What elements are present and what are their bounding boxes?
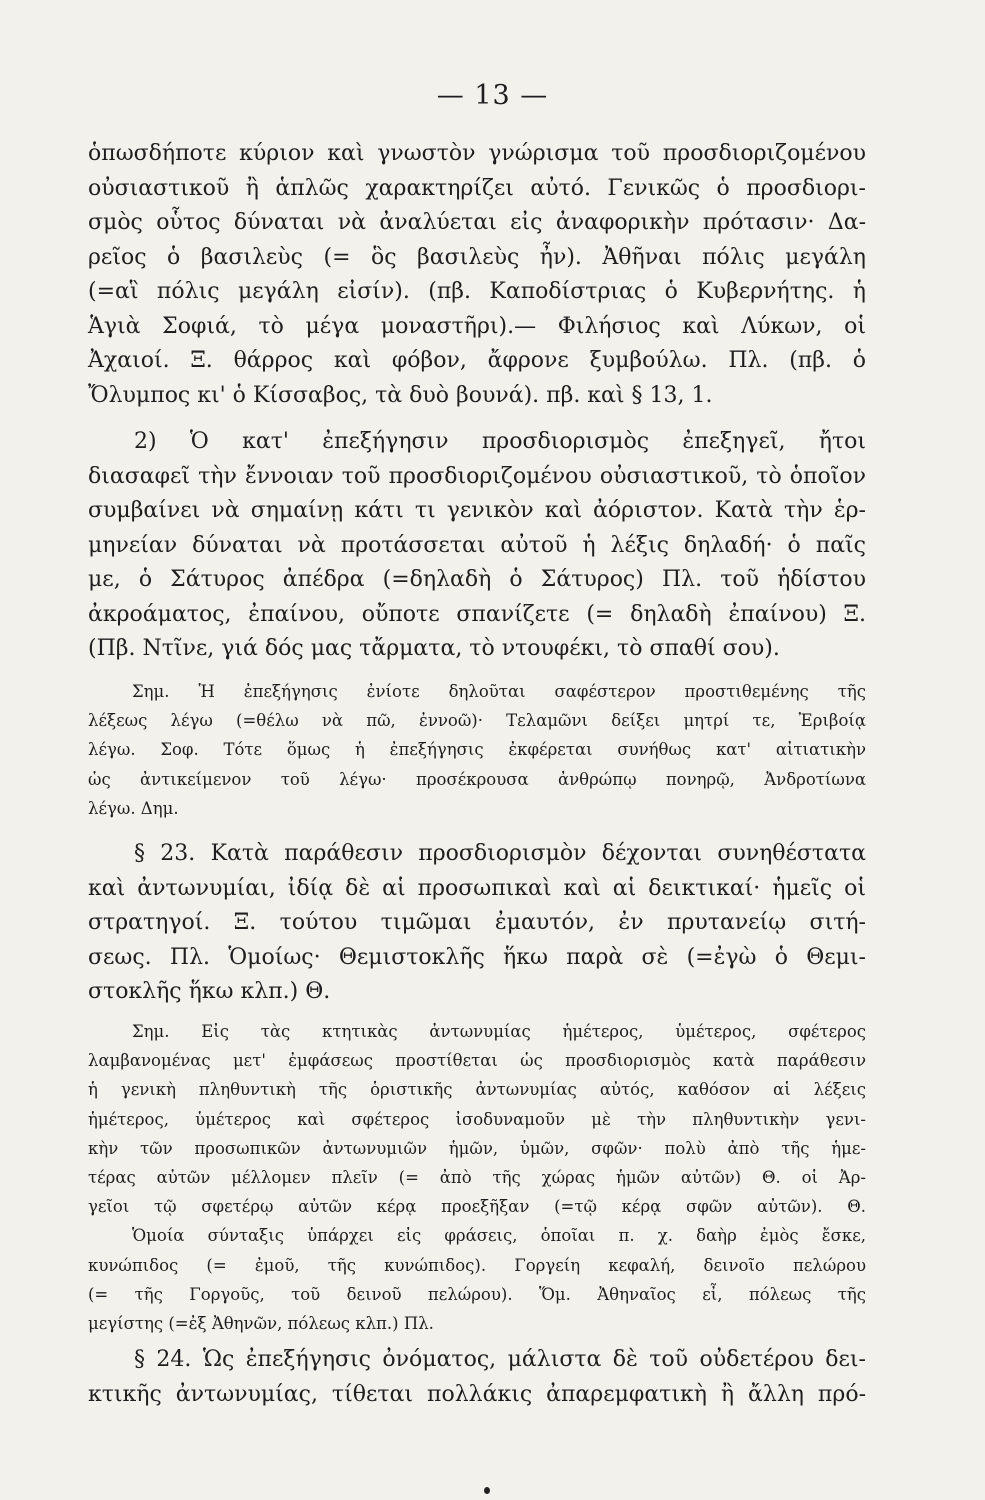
text-line: Σημ. Εἰς τὰς κτητικὰς ἀντωνυμίας ἡμέτερος, ὑμέτερος, σφέτερος (132, 1022, 866, 1041)
text-line: ἡ γενικὴ πληθυντικὴ τῆς ὁριστικῆς ἀντωνυμίας αὐτός, καθόσον αἱ λέξεις (88, 1080, 866, 1100)
paragraph-apposition (88, 137, 866, 413)
paragraph-epexegesis (88, 425, 866, 667)
text-line: καὶ ἀντωνυμίαι, ἰδίᾳ δὲ αἱ προσωπικαὶ καὶ αἱ δεικτικαί· ἡμεῖς οἱ (88, 875, 866, 901)
text-line: οὐσιαστικοῦ ἢ ἁπλῶς χαρακτηρίζει αὐτό. Γενικῶς ὁ προσδιορι- (88, 175, 866, 201)
text-line: 2) Ὁ κατ' ἐπεξήγησιν προσδιορισμὸς ἐπεξηγεῖ, ἤτοι (134, 429, 866, 454)
page-number: — 13 — (436, 80, 549, 111)
text-line: Ἁγιὰ Σοφιά, τὸ μέγα μοναστῆρι).— Φιλήσιος καὶ Λύκων, οἱ (88, 313, 866, 339)
text-line: § 24. Ὡς ἐπεξήγησις ὀνόματος, μάλιστα δὲ τοῦ οὐδετέρου δει- (134, 1347, 866, 1372)
text-line: γεῖοι τῷ σφετέρῳ αὐτῶν κέρᾳ προεξῆξαν (=τῷ κέρᾳ σφῶν αὐτῶν). Θ. (88, 1197, 866, 1217)
text-line: Ὄλυμπος κι' ὁ Κίσσαβος, τὰ δυὸ βουνά). πβ. καὶ § 13, 1. (88, 382, 713, 408)
text-line: ὁπωσδήποτε κύριον καὶ γνωστὸν γνώρισμα τοῦ προσδιοριζομένου (88, 141, 866, 166)
text-line: διασαφεῖ τὴν ἔννοιαν τοῦ προσδιοριζομένου οὐσιαστικοῦ, τὸ ὁποῖον (88, 463, 866, 489)
text-line: ὡς ἀντικείμενον τοῦ λέγω· προσέκρουσα ἀνθρώπῳ πονηρῷ, Ἀνδροτίωνα (88, 769, 866, 789)
section-24 (88, 1343, 866, 1412)
text-line: Σημ. Ἡ ἐπεξήγησις ἐνίοτε δηλοῦται σαφέστερον προστιθεμένης τῆς (132, 682, 866, 701)
text-line: λέγω. Δημ. (88, 798, 179, 818)
text-line: με, ὁ Σάτυρος ἀπέδρα (=δηλαδὴ ὁ Σάτυρος) Πλ. τοῦ ἡδίστου (88, 567, 866, 592)
text-line: ρεῖος ὁ βασιλεὺς (= ὃς βασιλεὺς ἦν). Ἀθῆναι πόλις μεγάλη (88, 244, 866, 270)
text-line: ἡμέτερος, ὑμέτερος καὶ σφέτερος ἰσοδυναμοῦν μὲ τὴν πληθυντικὴν γενι- (88, 1109, 866, 1129)
text-line: Ὁμοία σύνταξις ὑπάρχει εἰς φράσεις, ὁποῖαι π. χ. δαὴρ ἐμὸς ἔσκε, (132, 1226, 866, 1246)
text-line: στοκλῆς ἥκω κλπ.) Θ. (88, 979, 331, 1004)
text-line: (=αἳ πόλις μεγάλη εἰσίν). (πβ. Καποδίστριας ὁ Κυβερνήτης. ἡ (88, 279, 866, 304)
text-line: ἀκροάματος, ἐπαίνου, οὔποτε σπανίζετε (= δηλαδὴ ἐπαίνου) Ξ. (88, 601, 866, 627)
text-line: § 23. Κατὰ παράθεσιν προσδιορισμὸν δέχονται συνηθέστατα (134, 841, 866, 866)
text-line: μεγίστης (=ἐξ Ἀθηνῶν, πόλεως κλπ.) Πλ. (88, 1313, 434, 1333)
text-line: κὴν τῶν προσωπικῶν ἀντωνυμιῶν ἡμῶν, ὑμῶν, σφῶν· πολὺ ἀπὸ τῆς ἡμε- (88, 1138, 866, 1158)
text-line: συμβαίνει νὰ σημαίνῃ κάτι τι γενικὸν καὶ ἀόριστον. Κατὰ τὴν ἑρ- (88, 498, 866, 523)
text-line: Ἀχαιοί. Ξ. θάρρος καὶ φόβον, ἄφρονε ξυμβούλω. Πλ. (πβ. ὁ (88, 348, 866, 373)
text-line: κυνώπιδος (= ἐμοῦ, τῆς κυνώπιδος). Γοργείη κεφαλή, δεινοῖο πελώρου (88, 1255, 866, 1275)
note-1 (88, 677, 866, 823)
text-line: στρατηγοί. Ξ. τούτου τιμῶμαι ἐμαυτόν, ἐν πρυτανείῳ σιτή- (88, 910, 866, 935)
text-line: (= τῆς Γοργοῦς, τοῦ δεινοῦ πελώρου). Ὅμ. Ἀθηναῖος εἶ, πόλεως τῆς (88, 1284, 866, 1304)
text-line: λαμβανομένας μετ' ἐμφάσεως προστίθεται ὡς προσδιορισμὸς κατὰ παράθεσιν (88, 1051, 866, 1071)
note-2 (88, 1017, 866, 1338)
ink-dot (484, 1487, 490, 1494)
text-line: (Πβ. Ντῖνε, γιά δός μας τἄρματα, τὸ ντουφέκι, τὸ σπαθί σου). (88, 636, 780, 661)
section-23 (88, 837, 866, 1010)
text-line: τέρας αὐτῶν μέλλομεν πλεῖν (= ἀπὸ τῆς χώρας ἡμῶν αὐτῶν) Θ. οἱ Ἀρ- (88, 1167, 866, 1187)
text-line: λέξεως λέγω (=θέλω νὰ πῶ, ἐννοῶ)· Τελαμῶνι δείξει μητρί τε, Ἐριβοίᾳ (88, 711, 866, 731)
text-line: σεως. Πλ. Ὁμοίως· Θεμιστοκλῆς ἥκω παρὰ σὲ (=ἐγὼ ὁ Θεμι- (88, 944, 866, 970)
text-line: σμὸς οὗτος δύναται νὰ ἀναλύεται εἰς ἀναφορικὴν πρότασιν· Δα- (88, 210, 866, 235)
text-line: κτικῆς ἀντωνυμίας, τίθεται πολλάκις ἀπαρεμφατικὴ ἢ ἄλλη πρό- (88, 1381, 866, 1407)
text-line: λέγω. Σοφ. Τότε ὅμως ἡ ἐπεξήγησις ἐκφέρεται συνήθως κατ' αἰτιατικὴν (88, 740, 866, 760)
text-line: μηνείαν δύναται νὰ προτάσσεται αὐτοῦ ἡ λέξις δηλαδή· ὁ παῖς (88, 532, 866, 558)
